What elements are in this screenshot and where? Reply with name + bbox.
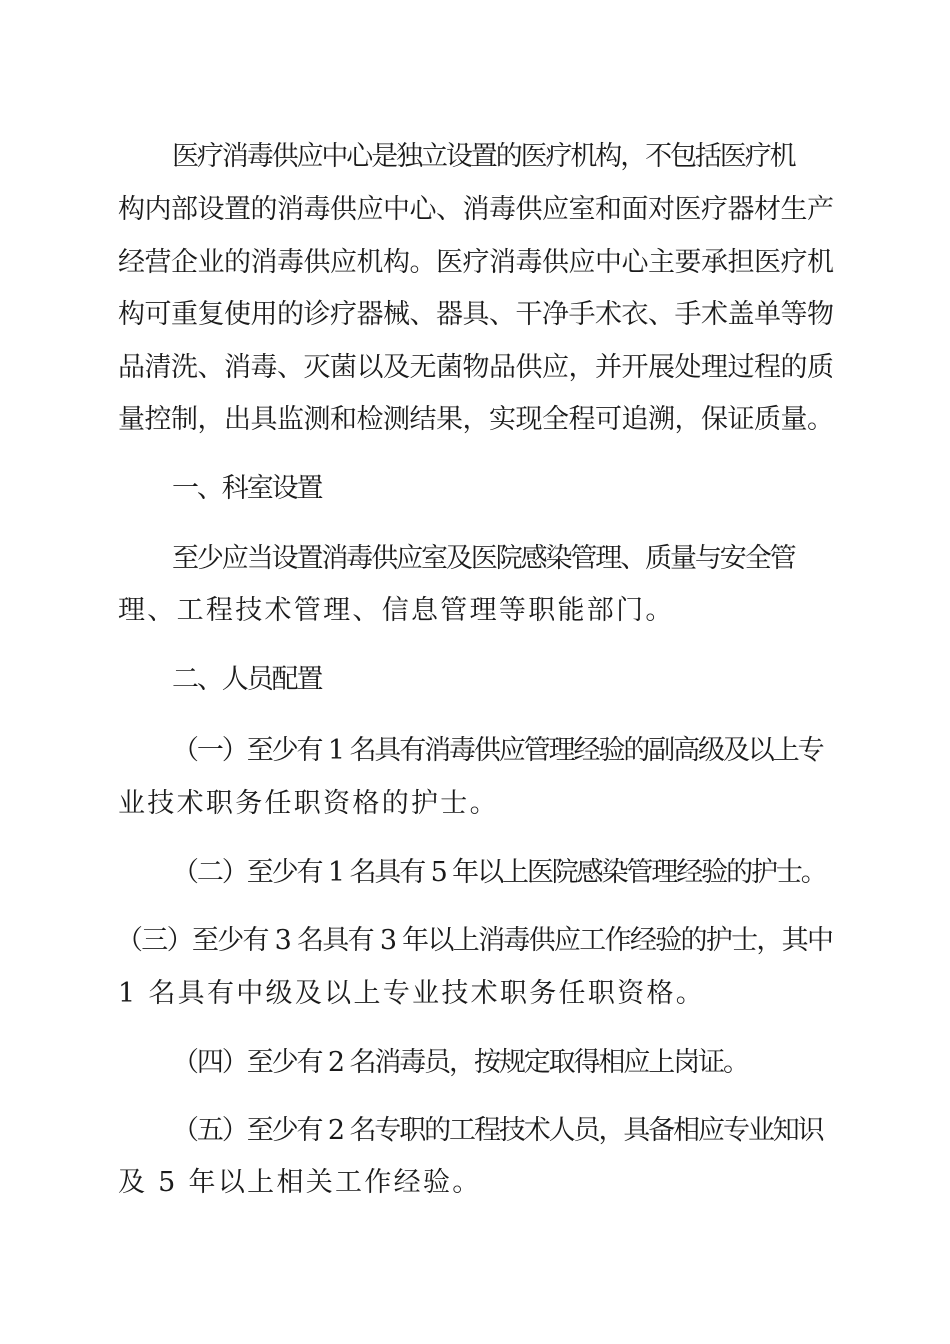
paragraph-line: 构可重复使用的诊疗器械、器具、干净手术衣、手术盖单等物 xyxy=(118,299,834,330)
paragraph-line: 理、工程技术管理、信息管理等职能部门。 xyxy=(118,595,675,626)
paragraph-line: 品清洗、消毒、灭菌以及无菌物品供应，并开展处理过程的质 xyxy=(118,352,834,383)
paragraph-line: 及 5 年以上相关工作经验。 xyxy=(118,1167,482,1198)
paragraph-line: （一）至少有 1 名具有消毒供应管理经验的副高级及以上专 xyxy=(172,735,823,766)
paragraph-line: 医疗消毒供应中心是独立设置的医疗机构，不包括医疗机 xyxy=(172,141,795,172)
paragraph-line: 量控制，出具监测和检测结果，实现全程可追溯，保证质量。 xyxy=(118,404,834,435)
paragraph-line: 构内部设置的消毒供应中心、消毒供应室和面对医疗器材生产 xyxy=(118,194,834,225)
paragraph-line: （二）至少有 1 名具有 5 年以上医院感染管理经验的护士。 xyxy=(172,857,826,888)
paragraph-line: （三）至少有 3 名具有 3 年以上消毒供应工作经验的护士，其中 xyxy=(116,925,833,956)
section-heading-staffing: 二、人员配置 xyxy=(172,664,322,695)
paragraph-line: 经营企业的消毒供应机构。医疗消毒供应中心主要承担医疗机 xyxy=(118,247,834,278)
paragraph-line: （五）至少有 2 名专职的工程技术人员，具备相应专业知识 xyxy=(172,1115,823,1146)
paragraph-line: （四）至少有 2 名消毒员，按规定取得相应上岗证。 xyxy=(172,1047,748,1078)
paragraph-line: 业技术职务任职资格的护士。 xyxy=(118,788,499,819)
paragraph-line: 至少应当设置消毒供应室及医院感染管理、质量与安全管 xyxy=(172,543,795,574)
paragraph-line: 1 名具有中级及以上专业技术职务任职资格。 xyxy=(118,978,706,1009)
section-heading-department: 一、科室设置 xyxy=(172,473,322,504)
